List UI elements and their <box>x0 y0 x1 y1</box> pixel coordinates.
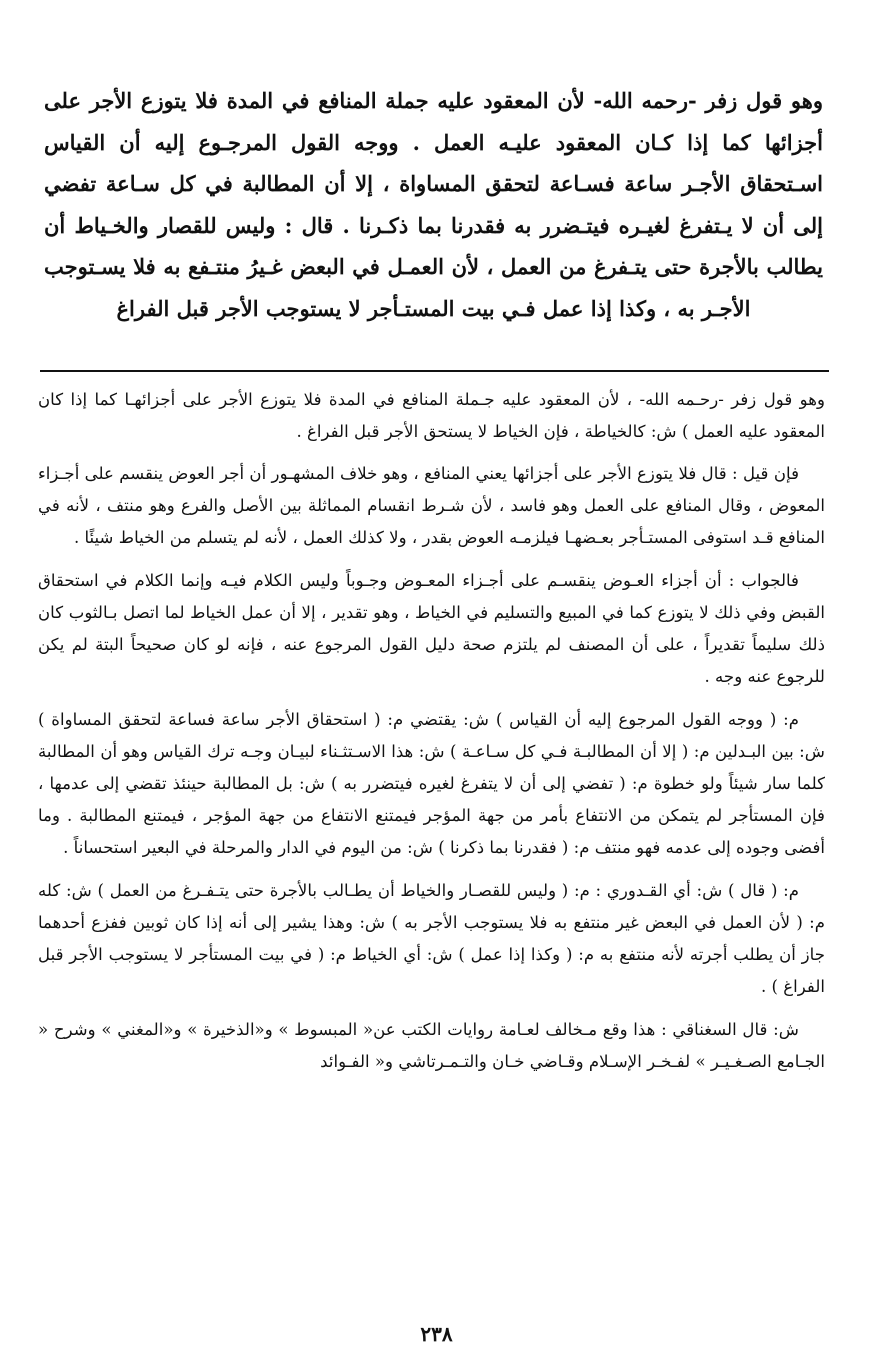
main-text-paragraph: وهو قول زفر -رحمه الله- لأن المعقود عليه جملة المنافع في المدة فلا يتوزع الأجر على أجزائها كما إذا كـان المعقود عليـه العمل . ووجه القول المرجـوع إليه أن القياس اسـتحقاق الأجـر ساعة فسـاعة لتحقق المساواة ، إلا أن المطالبة في كل سـاعة تفضي إلى أن لا يـتفرغ لغيـره فيتـضرر به فقدرنا بما ذكـرنا . قال : وليس للقصار والخـياط أن يطالب بالأجرة حتى يتـفرغ من العمل ، لأن العمـل في البعض غـيرُ منتـفع به فلا يسـتوجب الأجـر به ، وكذا إذا عمل فـي بيت المستـأجر لا يستوجب الأجر قبل الفراغ <box>44 88 823 321</box>
page-number: ٢٣٨ <box>420 1322 453 1346</box>
commentary-paragraph: فالجواب : أن أجزاء العـوض ينقسـم على أجـزاء المعـوض وجـوباً وليس الكلام فيـه وإنما الكلام في استحقاق القبض وفي ذلك لا يتوزع كما في المبيع والتسليم في الخياط ، وهو تقدير ، إلا أن عمل الخياط لما اتصل بـالثوب كان ذلك سليماً تقديراً ، على أن المصنف لم يلتزم صحة دليل القول المرجوع عنه ، فإنه لو كان صحيحاً البتة لم يكن للرجوع عنه وجه . <box>38 571 825 686</box>
commentary-paragraph: ش: قال السغناقي : هذا وقع مـخالف لعـامة روايات الكتب عن« المبسوط » و«الذخيرة » و«المغني » وشرح « الجـامع الصـغـيـر » لفـخـر الإسـلام وقـاضي خـان والتـمـرتاشي و« الفـوائد <box>38 1020 825 1071</box>
commentary-block <box>38 384 825 1078</box>
commentary-paragraph: فإن قيل : قال فلا يتوزع الأجر على أجزائها يعني المنافع ، وهو خلاف المشهـور أن أجر العوض ينقسم على أجـزاء المعوض ، وقال المنافع على العمل وهو فاسد ، لأن شـرط انقسام المماثلة بين الأصل والفرع وهو منتف ، لأنه في المنافع قـد استوفى المستـأجر بعـضهـا فيلزمـه العوض بقدر ، ولا كذلك العمل ، لأنه لم يتسلم من الخياط شيئًا . <box>38 464 825 547</box>
commentary-paragraph: م: ( قال ) ش: أي القـدوري : م: ( وليس للقصـار والخياط أن يطـالب بالأجرة حتى يتـفـرغ من العمل ) ش: كله م: ( لأن العمل في البعض غير منتفع به فلا يستوجب الأجر به ) ش: وهذا يشير إلى أنه إذا كان ثوبين ففزع أحدهما جاز أن يطلب أجرته لأنه منتفع به م: ( وكذا إذا عمل ) ش: أي الخياط م: ( في بيت المستأجر لا يستوجب الأجر قبل الفراغ ) . <box>38 881 825 996</box>
separator-line <box>40 370 829 372</box>
commentary-paragraph: م: ( ووجه القول المرجوع إليه أن القياس ) ش: يقتضي م: ( استحقاق الأجر ساعة فساعة لتحقق المساواة ) ش: بين البـدلين م: ( إلا أن المطالبـة فـي كل سـاعـة ) ش: هذا الاسـتثـناء لبيـان وجـه ترك القياس وهو أن المطالبة كلما سار شيئاً ولو خطوة م: ( تفضي إلى أن لا يتفرغ لغيره فيتضرر به ) ش: بل المطالبة حينئذ تقضي إلى عدمها ، فإن المستأجر لم يتمكن من الانتفاع بأمر من جهة المؤجر فيمتنع الانتفاع من جهة المؤجر ، فيمتنع المطالبة . وما أفضى وجوده إلى عدمه فهو منتف م: ( فقدرنا بما ذكرنا ) ش: من اليوم في الدار والمرحلة في البعير استحساناً . <box>38 710 825 857</box>
commentary-paragraph: وهو قول زفر -رحـمه الله- ، لأن المعقود عليه جـملة المنافع في المدة فلا يتوزع الأجر على أجزائهـا كما إذا كان المعقود عليه العمل ) ش: كالخياطة ، فإن الخياط لا يستحق الأجر قبل الفراغ . <box>38 390 825 441</box>
main-text-block <box>44 80 823 329</box>
